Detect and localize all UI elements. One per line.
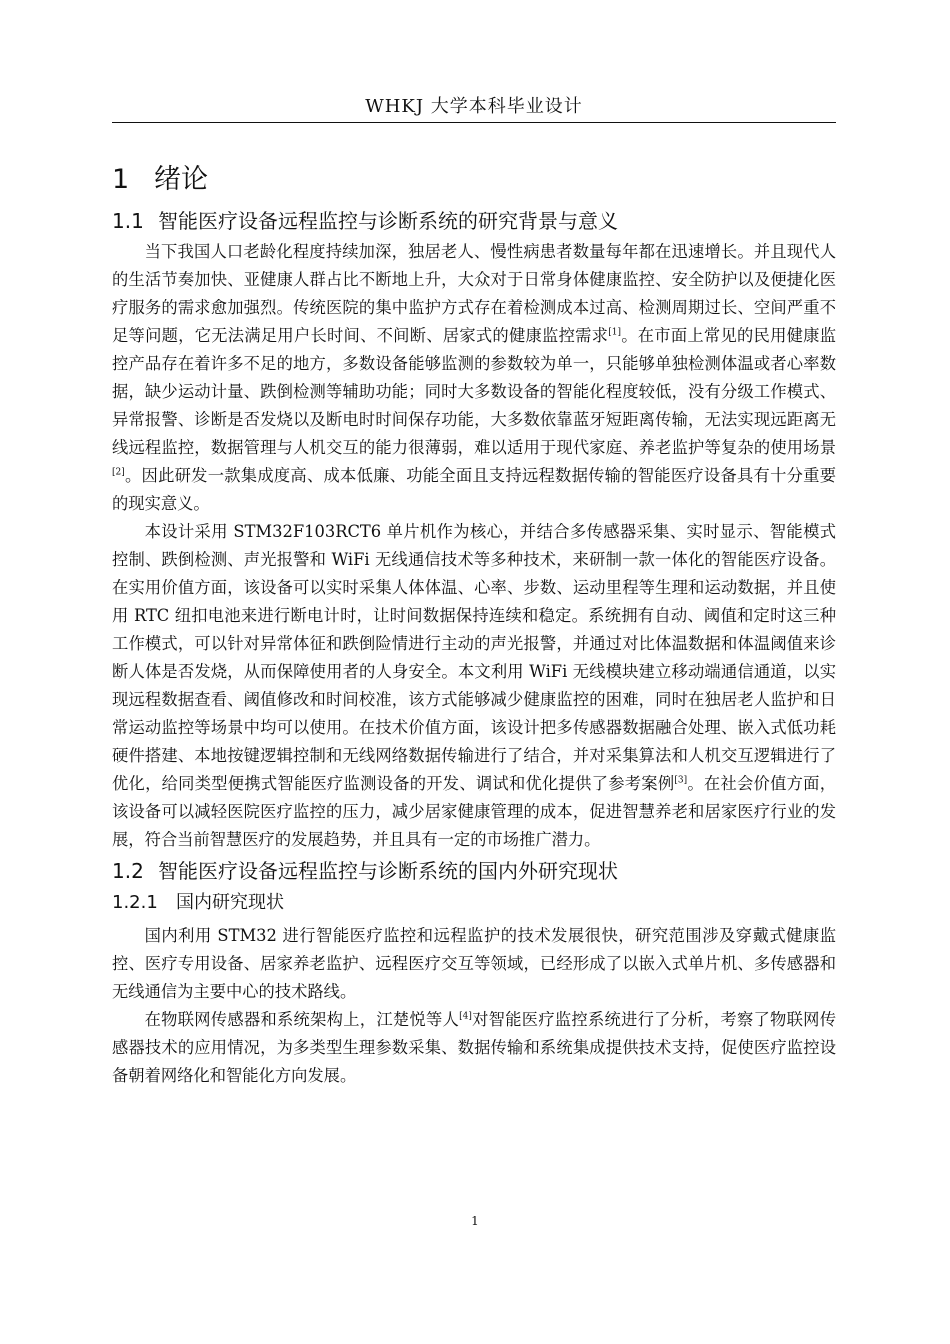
section-number: 1.2 bbox=[112, 859, 144, 883]
page-header-title: WHKJ 大学本科毕业设计 bbox=[365, 96, 583, 117]
citation-ref: [3] bbox=[674, 775, 688, 786]
text-run: 对智能医疗监控系统进行了分析，考察了物联网传感器技术的应用情况，为多类型生理参数采集、数据传输和系统集成提供技术支持，促使医疗监控设备朝着网络化和智能化方向发展。 bbox=[112, 1010, 836, 1085]
section-title: 智能医疗设备远程监控与诊断系统的国内外研究现状 bbox=[158, 859, 618, 883]
domestic-research-paragraph-1: 国内利用 STM32 进行智能医疗监控和远程监护的技术发展很快，研究范围涉及穿戴式健康监控、医疗专用设备、居家养老监护、远程医疗交互等领域，已经形成了以嵌入式单片机、多传感器和无线通信为主要中心的技术路线。 bbox=[112, 926, 836, 1001]
chapter-heading bbox=[112, 160, 836, 200]
text-run: 本设计采用 STM32F103RCT6 单片机作为核心，并结合多传感器采集、实时显示、智能模式控制、跌倒检测、声光报警和 WiFi 无线通信技术等多种技术，来研制一款一体化的智能医疗设备。在实用价值方面，该设备可以实时采集人体体温、心率、步数、运动里程等生理和运动数据，并且使用 RTC 纽扣电池来进行断电计时，让时间数据保持连续和稳定。系统拥有自动、阈值和定时这三种工作模式，可以针对异常体征和跌倒险情进行主动的声光报警，并通过对比体温数据和体温阈值来诊断人体是否发烧，从而保障使用者的人身安全。本文利用 WiFi 无线模块建立移动端通信通道，以实现远程数据查看、阈值修改和时间校准，该方式能够减少健康监控的困难，同时在独居老人监护和日常运动监控等场景中均可以使用。在技术价值方面，该设计把多传感器数据融合处理、嵌入式低功耗硬件搭建、本地按键逻辑控制和无线网络数据传输进行了结合，并对采集算法和人机交互逻辑进行了优化，给同类型便携式智能医疗监测设备的开发、调试和优化提供了参考案例 bbox=[112, 522, 836, 793]
text-run: 。在市面上常见的民用健康监控产品存在着许多不足的地方，多数设备能够监测的参数较为单一，只能够单独检测体温或者心率数据，缺少运动计量、跌倒检测等辅助功能；同时大多数设备的智能化程度较低，没有分级工作模式、异常报警、诊断是否发烧以及断电时时间保存功能，大多数依靠蓝牙短距离传输，无法实现远距离无线远程监控，数据管理与人机交互的能力很薄弱，难以适用于现代家庭、养老监护等复杂的使用场景 bbox=[112, 326, 836, 457]
background-paragraph-2 bbox=[112, 518, 836, 854]
section-heading-1-2 bbox=[112, 856, 836, 886]
subsection-heading-1-2-1 bbox=[112, 888, 836, 918]
domestic-research-paragraph-2 bbox=[112, 1006, 836, 1090]
chapter-title: 绪论 bbox=[154, 164, 208, 195]
text-run: 。因此研发一款集成度高、成本低廉、功能全面且支持远程数据传输的智能医疗设备具有十分重要的现实意义。 bbox=[112, 466, 836, 513]
background-paragraph-1 bbox=[112, 238, 836, 518]
document-body bbox=[112, 160, 836, 1090]
section-number: 1.1 bbox=[112, 209, 144, 233]
text-run: 当下我国人口老龄化程度持续加深，独居老人、慢性病患者数量每年都在迅速增长。并且现代人的生活节奏加快、亚健康人群占比不断地上升，大众对于日常身体健康监控、安全防护以及便捷化医疗服务的需求愈加强烈。传统医院的集中监护方式存在着检测成本过高、检测周期过长、空间严重不足等问题，它无法满足用户长时间、不间断、居家式的健康监控需求 bbox=[112, 242, 836, 345]
page-number: 1 bbox=[471, 1214, 479, 1228]
subsection-title: 国内研究现状 bbox=[176, 892, 284, 913]
section-heading-1-1 bbox=[112, 206, 836, 236]
text-run: 。在社会价值方面，该设备可以减轻医院医疗监控的压力，减少居家健康管理的成本，促进智慧养老和居家医疗行业的发展，符合当前智慧医疗的发展趋势，并且具有一定的市场推广潜力。 bbox=[112, 774, 836, 849]
section-title: 智能医疗设备远程监控与诊断系统的研究背景与意义 bbox=[158, 209, 618, 233]
header-rule bbox=[112, 122, 836, 123]
text-run: 在物联网传感器和系统架构上，江楚悦等人 bbox=[144, 1010, 460, 1029]
citation-ref: [4] bbox=[459, 1011, 472, 1022]
citation-ref: [2] bbox=[112, 467, 125, 478]
chapter-number: 1 bbox=[112, 164, 130, 195]
citation-ref: [1] bbox=[608, 327, 621, 338]
subsection-number: 1.2.1 bbox=[112, 892, 158, 913]
